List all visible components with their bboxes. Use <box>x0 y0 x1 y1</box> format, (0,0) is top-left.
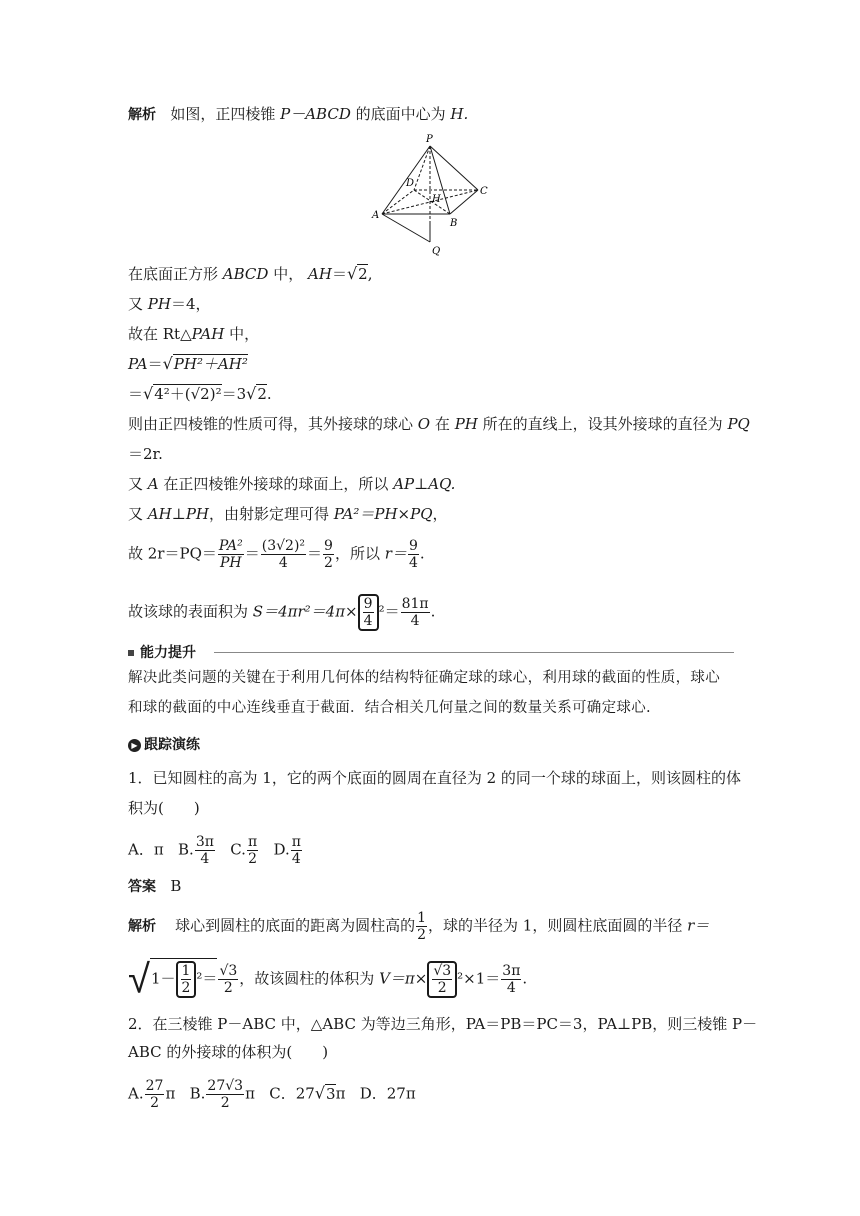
text: ，所以 <box>334 544 380 563</box>
analysis-label: 解析 <box>128 107 156 123</box>
numerator: 9 <box>363 596 373 612</box>
label-B: B <box>450 218 458 229</box>
option-a: A．π <box>128 840 164 859</box>
radical-sign: √ <box>246 384 257 403</box>
step-3 <box>128 324 259 344</box>
text: ＝ <box>307 544 323 563</box>
analysis-label: 解析 <box>128 918 156 935</box>
text: r＝ <box>687 916 710 935</box>
fraction <box>206 1078 244 1111</box>
analysis-2-line-1 <box>128 910 709 943</box>
parenthesis-group <box>176 961 197 998</box>
edge-BC <box>450 190 478 214</box>
fraction <box>181 963 192 996</box>
text: r＝ <box>384 544 407 563</box>
option-c: C. <box>230 840 246 859</box>
denominator: 2 <box>324 555 333 571</box>
question-1-options <box>128 834 303 867</box>
step-9 <box>128 504 448 524</box>
numerator: 27 <box>145 1078 164 1094</box>
text: S＝4πr²＝4π× <box>252 602 358 621</box>
answer-line <box>128 876 181 897</box>
text: PH <box>147 295 171 313</box>
numerator: 1 <box>181 963 191 979</box>
radical-sign: √ <box>162 354 173 373</box>
label-Q: Q <box>432 246 441 257</box>
radical-sign: √ <box>314 1083 326 1103</box>
step-6 <box>128 414 750 434</box>
fraction <box>291 834 302 867</box>
text: . <box>266 385 272 403</box>
fraction <box>247 834 258 867</box>
text: ＝2r. <box>128 445 163 463</box>
radical-sign: √ <box>143 384 154 403</box>
text: , <box>367 265 373 283</box>
text: . <box>419 544 425 563</box>
numerator: PA² <box>218 538 243 554</box>
text: 1－ <box>150 969 176 988</box>
ability-paragraph-2: 和球的截面的中心连线垂直于截面．结合相关几何量之间的数量关系可确定球心. <box>128 700 651 716</box>
text: 在正四棱锥外接球的球面上，所以 <box>163 475 389 493</box>
section-title: 能力提升 <box>140 645 196 661</box>
label-D: D <box>406 178 415 189</box>
text: . <box>522 969 528 988</box>
analysis-intro <box>128 104 468 125</box>
denominator: 4 <box>408 555 418 571</box>
label-H: H <box>432 194 441 205</box>
radicand: 4²＋(√2)² <box>154 385 222 403</box>
text: 中， <box>273 265 304 283</box>
text: AP⊥AQ. <box>393 475 456 493</box>
denominator: 4 <box>506 980 516 996</box>
analysis-2-line-2 <box>128 956 528 1003</box>
denominator: 4 <box>291 851 301 867</box>
text: 又 <box>128 475 144 493</box>
answer-value: B <box>170 877 182 895</box>
text: PQ <box>727 415 750 433</box>
parenthesis-group <box>358 594 379 631</box>
ability-section-header <box>128 642 734 662</box>
text: ²×1＝ <box>457 969 501 988</box>
fraction <box>145 1078 165 1111</box>
text: O <box>417 415 431 433</box>
text: 又 <box>128 505 144 523</box>
play-circle-icon: ▶ <box>128 739 141 752</box>
text: π <box>165 1084 176 1103</box>
denominator: 2 <box>417 927 427 943</box>
edge-AQ <box>382 214 430 242</box>
text: ＝4， <box>170 295 211 313</box>
numerator: π <box>247 834 258 850</box>
parenthesis-group <box>427 961 457 998</box>
fraction <box>218 963 238 996</box>
numerator: 27√3 <box>207 1078 244 1094</box>
option-b: B. <box>189 1084 206 1103</box>
denominator: 4 <box>410 613 420 629</box>
divider <box>214 652 734 653</box>
option-c: C．27 <box>269 1084 315 1103</box>
step-1 <box>128 264 372 284</box>
text: AH <box>308 265 332 283</box>
text: A <box>147 475 159 493</box>
denominator: 2 <box>248 851 258 867</box>
radicand: 2 <box>257 385 267 403</box>
text: 又 <box>128 295 144 313</box>
text: 所在的直线上，设其外接球的直径为 <box>482 415 723 433</box>
text: 故该球的表面积为 <box>128 602 249 621</box>
fraction <box>501 963 521 996</box>
numerator: 81π <box>401 596 429 612</box>
question-1-line-2: 积为( ) <box>128 799 200 817</box>
numerator: 3π <box>502 963 521 979</box>
pyramid-figure <box>366 130 496 260</box>
answer-label: 答案 <box>128 879 156 895</box>
text: 故在 Rt△ <box>128 325 192 343</box>
question-2-options <box>128 1078 416 1111</box>
text: ，球的半径为 1，则圆柱底面圆的半径 <box>428 916 683 935</box>
numerator: 3π <box>195 834 214 850</box>
text: ＝ <box>331 265 347 283</box>
text: PA²＝PH×PQ <box>333 505 433 523</box>
text: 中， <box>229 325 260 343</box>
text: PA <box>128 355 148 373</box>
numerator: √3 <box>433 963 452 979</box>
option-a: A. <box>128 1084 144 1103</box>
text: ＝ <box>147 355 163 373</box>
intro-text: 如图，正四棱锥 <box>170 105 276 123</box>
question-1-line-1: 1．已知圆柱的高为 1，它的两个底面的圆周在直径为 2 的同一个球的球面上，则该圆柱的体 <box>128 769 741 787</box>
text: . <box>430 602 436 621</box>
numerator: 9 <box>324 538 333 554</box>
text: ²＝ <box>378 602 400 621</box>
text: 在 <box>434 415 450 433</box>
denominator: 2 <box>181 980 191 996</box>
edge-PC <box>430 146 478 190</box>
denominator: 2 <box>150 1095 159 1111</box>
numerator: π <box>291 834 301 850</box>
text: 球心到圆柱的底面的距离为圆柱高的 <box>175 916 416 935</box>
option-d: D. <box>273 840 290 859</box>
question-2-line-1: 2．在三棱锥 P－ABC 中，△ABC 为等边三角形，PA＝PB＝PC＝3，PA⊥PB，则三棱锥 P－ <box>128 1015 758 1033</box>
label-C: C <box>480 186 488 197</box>
text: ， <box>432 505 448 523</box>
text: AH⊥PH <box>147 505 209 523</box>
text: ABCD <box>222 265 269 283</box>
text: 在底面正方形 <box>128 265 219 283</box>
numerator: (3√2)² <box>261 538 306 554</box>
section-title: 跟踪演练 <box>144 737 200 753</box>
numerator: 9 <box>408 538 418 554</box>
pyramid-name: P－ABCD <box>280 105 351 123</box>
fraction <box>261 538 306 571</box>
radicand: 2 <box>358 265 368 283</box>
fraction <box>401 596 430 629</box>
text: ，由射影定理可得 <box>209 505 330 523</box>
step-5 <box>128 384 272 404</box>
intro-text-2: 的底面中心为 <box>355 105 446 123</box>
text: π <box>245 1084 255 1103</box>
radicand: PH²＋AH² <box>173 355 248 373</box>
text: π <box>335 1084 346 1103</box>
text: ＝ <box>128 385 144 403</box>
text: V＝π× <box>379 969 428 988</box>
fraction <box>416 910 427 943</box>
step-7 <box>128 444 163 464</box>
text: ，故该圆柱的体积为 <box>239 969 375 988</box>
radical-sign: √ <box>128 956 150 1003</box>
step-4 <box>128 354 248 374</box>
denominator: PH <box>219 555 242 571</box>
step-2 <box>128 294 211 314</box>
label-P: P <box>426 134 433 145</box>
denominator: 4 <box>363 613 373 629</box>
edge-PD <box>414 146 430 190</box>
denominator: 4 <box>200 851 210 867</box>
fraction <box>323 538 334 571</box>
fraction <box>432 963 452 996</box>
denominator: 2 <box>437 980 447 996</box>
radicand: 3 <box>326 1084 336 1103</box>
denominator: 2 <box>220 1095 230 1111</box>
center-name: H. <box>450 105 469 123</box>
fraction <box>408 538 419 571</box>
denominator: 4 <box>278 555 288 571</box>
practice-header <box>128 734 200 755</box>
fraction <box>218 538 244 571</box>
radicand <box>150 958 217 998</box>
text: ＝ <box>244 544 260 563</box>
step-11 <box>128 594 435 631</box>
denominator: 2 <box>223 980 233 996</box>
ability-paragraph-1: 解决此类问题的关键在于利用几何体的结构特征确定球的球心，利用球的截面的性质，球心 <box>128 670 720 686</box>
text: PAH <box>191 325 225 343</box>
step-10 <box>128 538 425 571</box>
numerator: √3 <box>219 963 238 979</box>
radical-sign: √ <box>346 264 358 283</box>
question-2-line-2: ABC 的外接球的体积为( ) <box>128 1043 329 1061</box>
fraction <box>195 834 215 867</box>
option-d: D．27π <box>359 1084 416 1103</box>
square-bullet-icon <box>128 650 134 656</box>
text: 则由正四棱锥的性质可得，其外接球的球心 <box>128 415 414 433</box>
numerator: 1 <box>417 910 427 926</box>
text: ²＝ <box>196 969 218 988</box>
label-A: A <box>372 210 380 221</box>
step-8 <box>128 474 455 494</box>
fraction <box>363 596 374 629</box>
text: 故 2r＝PQ＝ <box>128 544 217 563</box>
text: ＝3 <box>221 385 247 403</box>
text: PH <box>454 415 478 433</box>
option-b: B. <box>178 840 194 859</box>
